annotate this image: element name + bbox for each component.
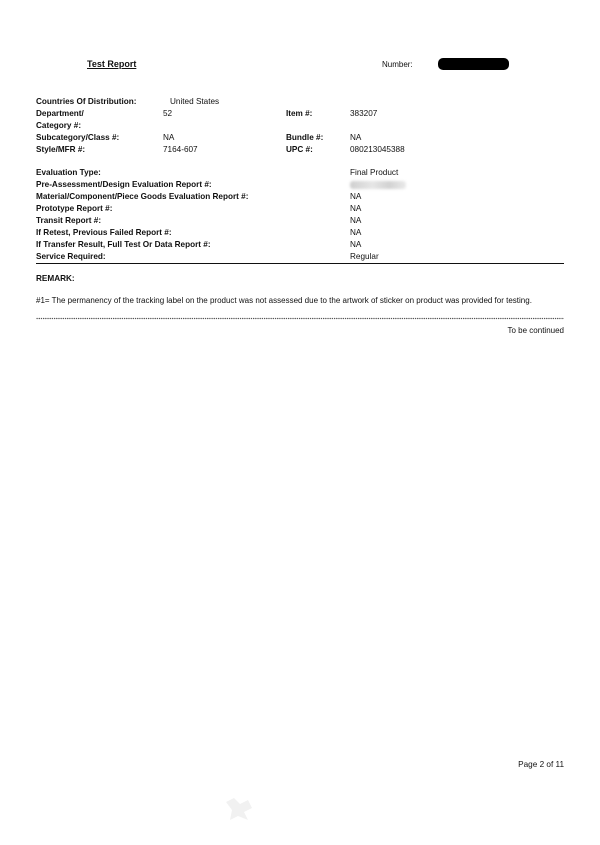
bundle-value: NA <box>350 133 362 142</box>
bundle-label: Bundle #: <box>286 133 324 142</box>
report-number-label: Number: <box>382 60 413 69</box>
style-label: Style/MFR #: <box>36 145 86 154</box>
prototype-report-value: NA <box>350 204 362 213</box>
redacted-pre-assessment-value <box>350 181 406 189</box>
report-title: Test Report <box>87 59 137 69</box>
remark-title: REMARK: <box>36 274 75 283</box>
evaluation-type-label: Evaluation Type: <box>36 168 101 177</box>
transfer-result-value: NA <box>350 240 362 249</box>
item-label: Item #: <box>286 109 313 118</box>
service-required-value: Regular <box>350 252 379 261</box>
pre-assessment-label: Pre-Assessment/Design Evaluation Report #: <box>36 180 212 189</box>
retest-label: If Retest, Previous Failed Report #: <box>36 228 172 237</box>
service-required-label: Service Required: <box>36 252 106 261</box>
category-label: Category #: <box>36 121 82 130</box>
redacted-report-number <box>438 58 509 70</box>
department-value: 52 <box>163 109 173 118</box>
section-divider <box>36 263 564 264</box>
material-evaluation-label: Material/Component/Piece Goods Evaluation Report #: <box>36 192 249 201</box>
to-be-continued: To be continued <box>507 326 564 335</box>
watermark-logo-icon <box>222 796 256 822</box>
transit-report-value: NA <box>350 216 362 225</box>
asterisk-divider <box>36 317 564 320</box>
subcategory-value: NA <box>163 133 175 142</box>
countries-label: Countries Of Distribution: <box>36 97 137 106</box>
countries-value: United States <box>170 97 220 106</box>
transfer-result-label: If Transfer Result, Full Test Or Data Report #: <box>36 240 211 249</box>
transit-report-label: Transit Report #: <box>36 216 102 225</box>
department-label: Department/ <box>36 109 84 118</box>
style-value: 7164-607 <box>163 145 198 154</box>
evaluation-type-value: Final Product <box>350 168 399 177</box>
prototype-report-label: Prototype Report #: <box>36 204 113 213</box>
upc-label: UPC #: <box>286 145 313 154</box>
upc-value: 080213045388 <box>350 145 405 154</box>
remark-text: #1= The permanency of the tracking label on the product was not assessed due to the artwork of sticker on product was provided for testing. <box>36 296 532 305</box>
subcategory-label: Subcategory/Class #: <box>36 133 120 142</box>
retest-value: NA <box>350 228 362 237</box>
page-number: Page 2 of 11 <box>518 760 564 769</box>
item-value: 383207 <box>350 109 378 118</box>
material-evaluation-value: NA <box>350 192 362 201</box>
